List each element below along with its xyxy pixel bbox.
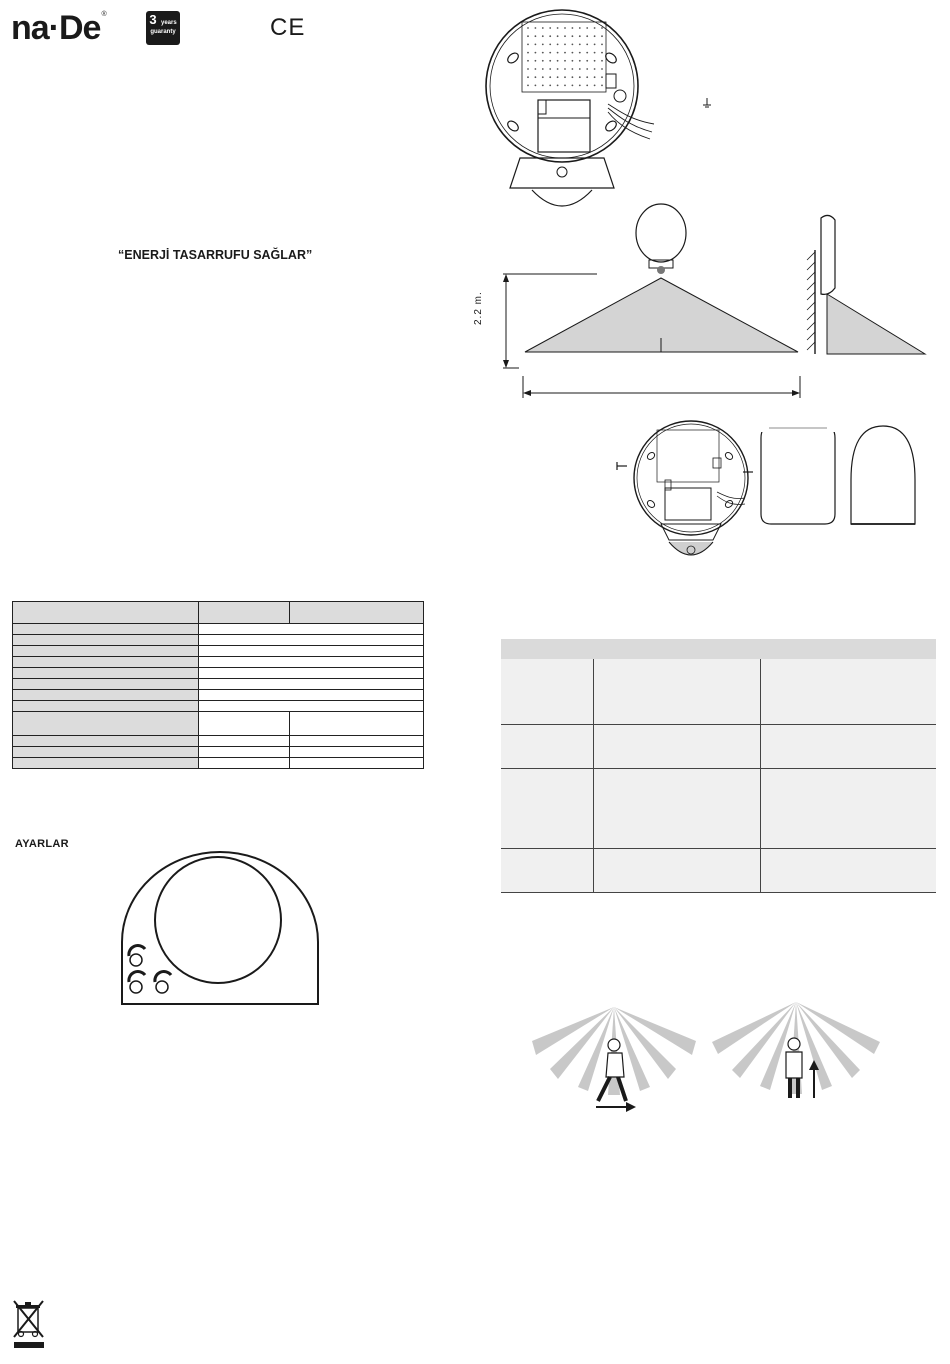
- device-mounting-diagram: [613, 412, 758, 568]
- detection-range-front-diagram: [495, 200, 811, 400]
- table-row: [13, 646, 424, 657]
- round-cover-diagram: [843, 422, 923, 528]
- table-row: [13, 668, 424, 679]
- guarantee-years-label: years: [161, 20, 177, 26]
- settings-panel-diagram: [118, 850, 322, 1008]
- table-row: [13, 712, 424, 736]
- table-row: [501, 659, 936, 724]
- table-row: [13, 747, 424, 758]
- table-row: [13, 679, 424, 690]
- table-header-row: [13, 602, 424, 624]
- table-row: [13, 736, 424, 747]
- table-row: [13, 690, 424, 701]
- table-row: [13, 635, 424, 646]
- guarantee-word: guaranty: [150, 29, 176, 35]
- motion-lateral-diagram: [532, 1005, 704, 1115]
- adjust-knob-top: [129, 945, 145, 966]
- settings-heading: AYARLAR: [15, 838, 69, 850]
- registered-mark: ®: [101, 11, 107, 18]
- adjust-knob-left: [129, 971, 145, 993]
- square-cover-diagram: [757, 422, 839, 528]
- guarantee-badge: [146, 11, 180, 45]
- detection-range-side-diagram: [805, 210, 930, 362]
- motion-toward-diagram: [710, 1000, 882, 1110]
- troubleshooting-table: [501, 639, 936, 893]
- adjust-knob-right: [155, 971, 171, 993]
- specification-table: [12, 601, 424, 769]
- table-row: [13, 758, 424, 769]
- table-row: [13, 701, 424, 712]
- height-dimension-label: 2.2 m.: [473, 291, 484, 325]
- table-row: [501, 768, 936, 848]
- guarantee-years-number: 3: [149, 12, 157, 27]
- table-row: [13, 657, 424, 668]
- table-row: [13, 624, 424, 635]
- table-header-row: [501, 639, 936, 659]
- ground-symbol-icon: [701, 98, 713, 110]
- table-row: [501, 848, 936, 892]
- brand-logo: [11, 11, 107, 45]
- table-row: [501, 724, 936, 768]
- crossed-out-wheelie-bin-icon: [12, 1298, 46, 1350]
- brand-logo-text: na·De: [11, 9, 101, 47]
- ce-mark: CE: [270, 14, 306, 41]
- device-back-wiring-diagram: [480, 0, 720, 215]
- slogan: “ENERJİ TASARRUFU SAĞLAR”: [118, 248, 313, 262]
- arrow-right-icon: [596, 1102, 636, 1112]
